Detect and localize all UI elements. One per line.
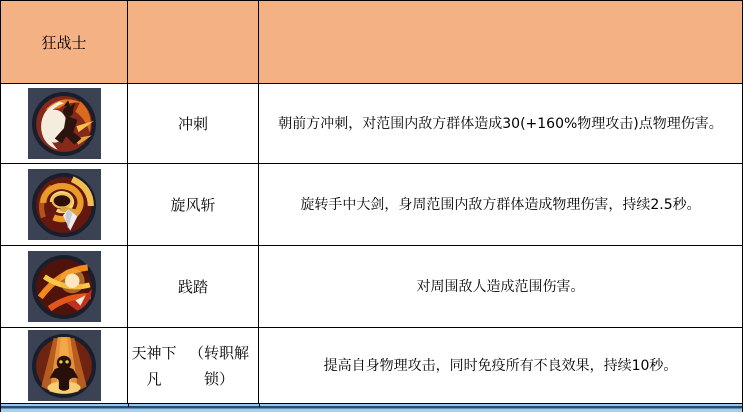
dash-skill-icon (28, 88, 101, 159)
table-row (1, 246, 742, 328)
skill-name (128, 246, 259, 327)
whirlwind-slash-skill-icon (28, 169, 101, 240)
skill-name-text: 天神下凡 (131, 343, 177, 388)
column-divider (128, 404, 129, 407)
table-row (1, 164, 742, 246)
skill-name (128, 84, 259, 163)
table-row (1, 84, 742, 164)
column-divider (259, 404, 260, 407)
header-empty-cell-desc (259, 1, 742, 83)
skill-description: 旋转手中大剑，身周范围内敌方群体造成物理伤害，持续2.5秒。 (300, 196, 701, 213)
divine-descent-skill-icon (28, 330, 101, 401)
stomp-skill-icon (28, 251, 101, 322)
skill-icon-cell (1, 246, 128, 327)
table-row (1, 328, 742, 404)
skill-icon-cell (1, 328, 128, 403)
skill-name-text: 旋风斩 (170, 195, 216, 214)
class-name-cell: 狂战士 (1, 1, 128, 83)
skill-name-text: 践踏 (177, 277, 208, 296)
skill-description: 对周围敌人造成范围伤害。 (416, 278, 585, 295)
header-empty-cell-skill (128, 1, 259, 83)
skill-name-subtext: （转职解锁） (188, 343, 249, 388)
skill-description: 朝前方冲刺，对范围内敌方群体造成30(+160%物理攻击)点物理伤害。 (278, 115, 723, 132)
skill-icon-cell (1, 84, 128, 163)
skill-icon-cell (1, 164, 128, 245)
table-header-row (1, 1, 742, 84)
skill-name (128, 328, 259, 403)
next-section-header-strip (1, 404, 742, 412)
skill-name (128, 164, 259, 245)
skill-description: 提高自身物理攻击，同时免疫所有不良效果，持续10秒。 (323, 357, 678, 374)
skill-name-text: 冲刺 (177, 114, 208, 133)
